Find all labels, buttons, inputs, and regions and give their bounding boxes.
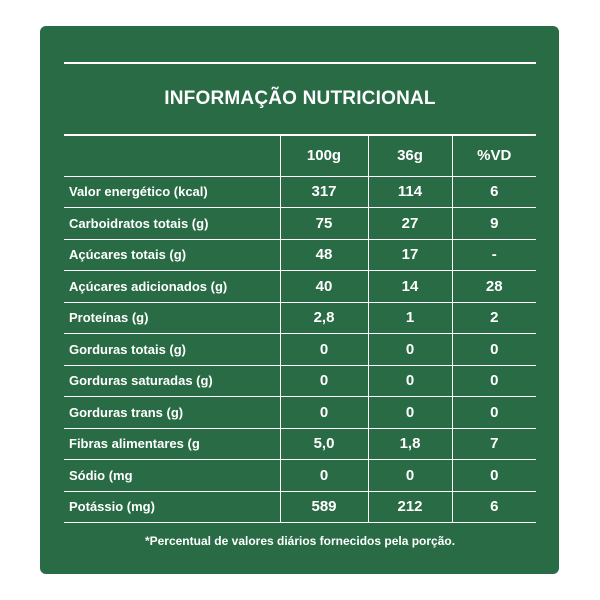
value-vd: 0: [452, 460, 536, 492]
nutrient-label: Potássio (mg): [64, 491, 280, 523]
table-row: [64, 176, 536, 208]
value-100g: 40: [280, 271, 368, 303]
value-vd: -: [452, 239, 536, 271]
header-36g: 36g: [368, 136, 452, 176]
value-36g: 114: [368, 176, 452, 208]
nutrient-label: Açúcares totais (g): [64, 239, 280, 271]
value-36g: 212: [368, 491, 452, 523]
nutrient-label: Gorduras saturadas (g): [64, 365, 280, 397]
value-36g: 0: [368, 365, 452, 397]
table-row: [64, 239, 536, 271]
nutrient-label: Carboidratos totais (g): [64, 208, 280, 240]
table-row: [64, 271, 536, 303]
table-row: [64, 428, 536, 460]
header-label-cell: [64, 136, 280, 176]
nutrient-label: Gorduras trans (g): [64, 397, 280, 429]
value-100g: 0: [280, 365, 368, 397]
value-100g: 317: [280, 176, 368, 208]
value-36g: 27: [368, 208, 452, 240]
table-header-row: [64, 136, 536, 176]
table-body: [64, 176, 536, 523]
value-36g: 1: [368, 302, 452, 334]
value-vd: 7: [452, 428, 536, 460]
value-36g: 1,8: [368, 428, 452, 460]
header-vd: %VD: [452, 136, 536, 176]
nutrient-label: Valor energético (kcal): [64, 176, 280, 208]
value-vd: 2: [452, 302, 536, 334]
value-36g: 0: [368, 334, 452, 366]
table-row: [64, 491, 536, 523]
table-row: [64, 397, 536, 429]
nutrient-label: Gorduras totais (g): [64, 334, 280, 366]
value-36g: 0: [368, 397, 452, 429]
nutrient-label: Açúcares adicionados (g): [64, 271, 280, 303]
nutrient-label: Fibras alimentares (g: [64, 428, 280, 460]
value-36g: 0: [368, 460, 452, 492]
value-100g: 0: [280, 460, 368, 492]
table-row: [64, 208, 536, 240]
value-100g: 2,8: [280, 302, 368, 334]
footnote: *Percentual de valores diários fornecidos pela porção.: [144, 534, 456, 548]
value-100g: 48: [280, 239, 368, 271]
table-row: [64, 302, 536, 334]
value-100g: 0: [280, 397, 368, 429]
nutrition-panel: [40, 26, 559, 574]
value-vd: 0: [452, 365, 536, 397]
nutrient-label: Proteínas (g): [64, 302, 280, 334]
value-100g: 0: [280, 334, 368, 366]
value-vd: 0: [452, 397, 536, 429]
nutrient-label: Sódio (mg: [64, 460, 280, 492]
value-vd: 28: [452, 271, 536, 303]
value-vd: 9: [452, 208, 536, 240]
table-row: [64, 365, 536, 397]
table-row: [64, 460, 536, 492]
table-row: [64, 334, 536, 366]
title-block: [64, 62, 536, 136]
value-vd: 0: [452, 334, 536, 366]
nutrition-table: [64, 136, 536, 523]
value-vd: 6: [452, 491, 536, 523]
value-vd: 6: [452, 176, 536, 208]
value-100g: 75: [280, 208, 368, 240]
value-36g: 17: [368, 239, 452, 271]
header-100g: 100g: [280, 136, 368, 176]
value-36g: 14: [368, 271, 452, 303]
value-100g: 5,0: [280, 428, 368, 460]
nutrition-title: INFORMAÇÃO NUTRICIONAL: [164, 88, 436, 109]
value-100g: 589: [280, 491, 368, 523]
